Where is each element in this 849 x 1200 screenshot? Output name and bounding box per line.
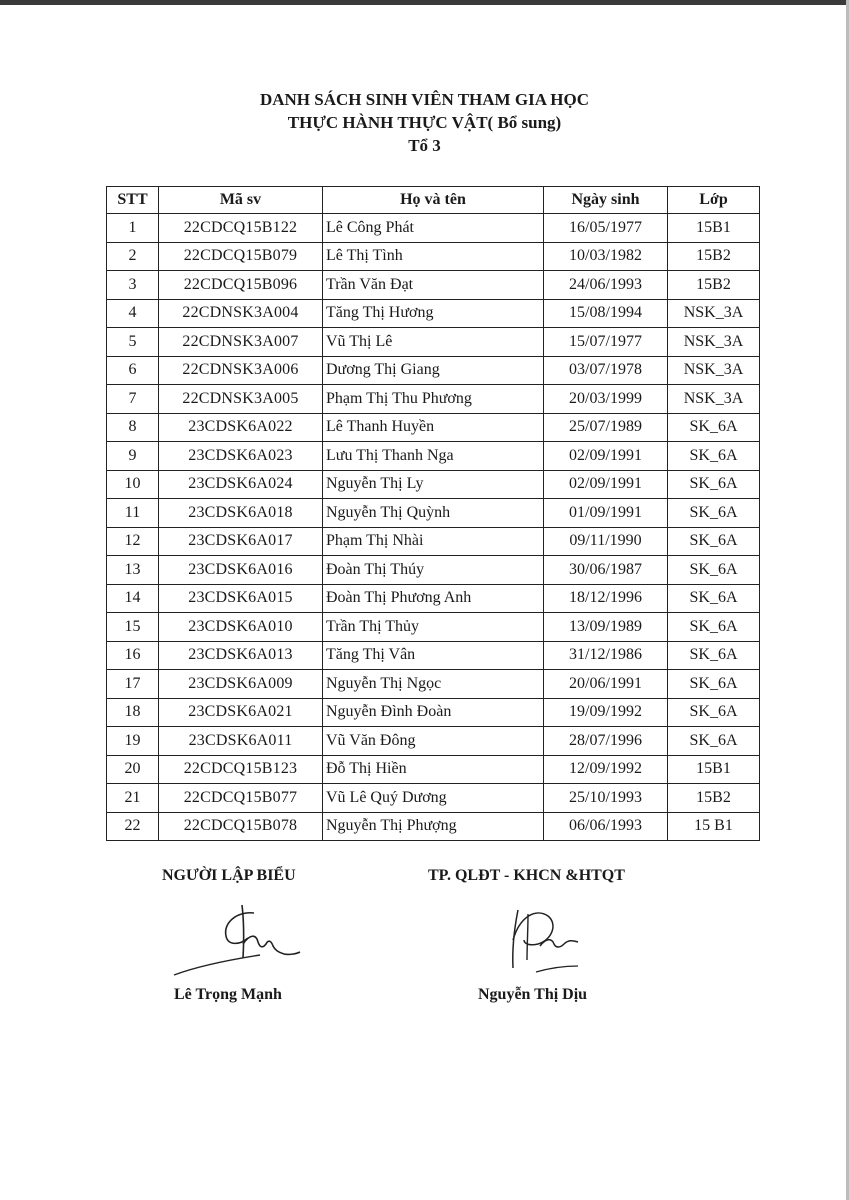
- document-group-label: Tổ 3: [408, 136, 441, 155]
- cell-full-name: Nguyễn Thị Phượng: [323, 812, 544, 841]
- cell-class: SK_6A: [668, 670, 760, 699]
- cell-full-name: Lưu Thị Thanh Nga: [323, 442, 544, 471]
- cell-stt: 21: [107, 784, 159, 813]
- cell-class: NSK_3A: [668, 356, 760, 385]
- table-row: [107, 356, 760, 385]
- cell-birth-date: 13/09/1989: [544, 613, 668, 642]
- cell-birth-date: 31/12/1986: [544, 641, 668, 670]
- cell-stt: 2: [107, 242, 159, 271]
- cell-stt: 6: [107, 356, 159, 385]
- cell-class: NSK_3A: [668, 299, 760, 328]
- cell-full-name: Phạm Thị Nhài: [323, 527, 544, 556]
- table-row: [107, 385, 760, 414]
- cell-class: SK_6A: [668, 556, 760, 585]
- table-row: [107, 442, 760, 471]
- cell-stt: 1: [107, 214, 159, 243]
- cell-class: SK_6A: [668, 727, 760, 756]
- cell-class: SK_6A: [668, 584, 760, 613]
- cell-birth-date: 25/07/1989: [544, 413, 668, 442]
- cell-stt: 3: [107, 271, 159, 300]
- cell-class: NSK_3A: [668, 385, 760, 414]
- cell-student-id: 23CDSK6A015: [159, 584, 323, 613]
- table-row: [107, 584, 760, 613]
- table-row: [107, 413, 760, 442]
- cell-student-id: 22CDNSK3A007: [159, 328, 323, 357]
- header-birth-date: Ngày sinh: [544, 187, 668, 214]
- cell-student-id: 23CDSK6A024: [159, 470, 323, 499]
- cell-birth-date: 06/06/1993: [544, 812, 668, 841]
- cell-birth-date: 15/07/1977: [544, 328, 668, 357]
- table-row: [107, 641, 760, 670]
- cell-full-name: Dương Thị Giang: [323, 356, 544, 385]
- cell-student-id: 23CDSK6A018: [159, 499, 323, 528]
- header-stt: STT: [107, 187, 159, 214]
- cell-student-id: 22CDCQ15B122: [159, 214, 323, 243]
- cell-student-id: 22CDNSK3A004: [159, 299, 323, 328]
- cell-student-id: 22CDCQ15B096: [159, 271, 323, 300]
- cell-birth-date: 20/06/1991: [544, 670, 668, 699]
- cell-student-id: 23CDSK6A013: [159, 641, 323, 670]
- department-head-name: Nguyễn Thị Dịu: [478, 986, 588, 1003]
- table-row: [107, 271, 760, 300]
- cell-class: SK_6A: [668, 527, 760, 556]
- header-class: Lớp: [668, 187, 760, 214]
- cell-birth-date: 20/03/1999: [544, 385, 668, 414]
- table-row: [107, 556, 760, 585]
- cell-full-name: Vũ Thị Lê: [323, 328, 544, 357]
- cell-class: 15B1: [668, 755, 760, 784]
- cell-stt: 5: [107, 328, 159, 357]
- cell-student-id: 23CDSK6A009: [159, 670, 323, 699]
- cell-full-name: Trần Thị Thủy: [323, 613, 544, 642]
- cell-full-name: Trần Văn Đạt: [323, 271, 544, 300]
- cell-birth-date: 24/06/1993: [544, 271, 668, 300]
- document-heading: [0, 88, 849, 157]
- cell-full-name: Đoàn Thị Phương Anh: [323, 584, 544, 613]
- table-row: [107, 242, 760, 271]
- cell-full-name: Nguyễn Đình Đoàn: [323, 698, 544, 727]
- cell-student-id: 22CDCQ15B078: [159, 812, 323, 841]
- cell-full-name: Vũ Lê Quý Dương: [323, 784, 544, 813]
- cell-birth-date: 15/08/1994: [544, 299, 668, 328]
- cell-stt: 9: [107, 442, 159, 471]
- cell-full-name: Nguyễn Thị Quỳnh: [323, 499, 544, 528]
- cell-birth-date: 10/03/1982: [544, 242, 668, 271]
- cell-student-id: 23CDSK6A022: [159, 413, 323, 442]
- table-row: [107, 328, 760, 357]
- student-roster-table: [106, 186, 760, 841]
- cell-stt: 8: [107, 413, 159, 442]
- cell-stt: 16: [107, 641, 159, 670]
- cell-class: SK_6A: [668, 413, 760, 442]
- cell-class: NSK_3A: [668, 328, 760, 357]
- header-student-id: Mã sv: [159, 187, 323, 214]
- header-full-name: Họ và tên: [323, 187, 544, 214]
- table-row: [107, 755, 760, 784]
- preparer-title: NGƯỜI LẬP BIỂU: [162, 867, 296, 884]
- cell-stt: 17: [107, 670, 159, 699]
- table-row: [107, 527, 760, 556]
- cell-stt: 7: [107, 385, 159, 414]
- department-head-title: TP. QLĐT - KHCN &HTQT: [428, 867, 625, 884]
- cell-student-id: 23CDSK6A011: [159, 727, 323, 756]
- preparer-name: Lê Trọng Mạnh: [174, 986, 282, 1003]
- cell-class: 15B2: [668, 271, 760, 300]
- cell-class: SK_6A: [668, 641, 760, 670]
- cell-stt: 20: [107, 755, 159, 784]
- cell-birth-date: 02/09/1991: [544, 470, 668, 499]
- cell-student-id: 23CDSK6A016: [159, 556, 323, 585]
- cell-birth-date: 19/09/1992: [544, 698, 668, 727]
- cell-birth-date: 01/09/1991: [544, 499, 668, 528]
- cell-student-id: 23CDSK6A021: [159, 698, 323, 727]
- cell-full-name: Nguyễn Thị Ly: [323, 470, 544, 499]
- cell-full-name: Lê Thị Tình: [323, 242, 544, 271]
- cell-full-name: Nguyễn Thị Ngọc: [323, 670, 544, 699]
- cell-stt: 15: [107, 613, 159, 642]
- cell-full-name: Phạm Thị Thu Phương: [323, 385, 544, 414]
- cell-student-id: 22CDCQ15B123: [159, 755, 323, 784]
- cell-birth-date: 28/07/1996: [544, 727, 668, 756]
- cell-student-id: 22CDCQ15B077: [159, 784, 323, 813]
- cell-class: 15B2: [668, 784, 760, 813]
- cell-birth-date: 02/09/1991: [544, 442, 668, 471]
- cell-stt: 14: [107, 584, 159, 613]
- table-row: [107, 727, 760, 756]
- cell-class: SK_6A: [668, 470, 760, 499]
- cell-student-id: 22CDNSK3A006: [159, 356, 323, 385]
- cell-class: SK_6A: [668, 613, 760, 642]
- table-row: [107, 670, 760, 699]
- cell-student-id: 22CDCQ15B079: [159, 242, 323, 271]
- cell-class: 15 B1: [668, 812, 760, 841]
- cell-stt: 4: [107, 299, 159, 328]
- table-row: [107, 470, 760, 499]
- table-row: [107, 499, 760, 528]
- cell-class: 15B2: [668, 242, 760, 271]
- cell-stt: 18: [107, 698, 159, 727]
- cell-full-name: Đỗ Thị Hiền: [323, 755, 544, 784]
- cell-class: SK_6A: [668, 499, 760, 528]
- cell-class: SK_6A: [668, 698, 760, 727]
- cell-birth-date: 03/07/1978: [544, 356, 668, 385]
- table-row: [107, 299, 760, 328]
- cell-stt: 12: [107, 527, 159, 556]
- cell-birth-date: 12/09/1992: [544, 755, 668, 784]
- cell-birth-date: 09/11/1990: [544, 527, 668, 556]
- cell-birth-date: 30/06/1987: [544, 556, 668, 585]
- table-row: [107, 812, 760, 841]
- cell-full-name: Vũ Văn Đông: [323, 727, 544, 756]
- table-row: [107, 698, 760, 727]
- cell-student-id: 23CDSK6A017: [159, 527, 323, 556]
- document-title-line2: THỰC HÀNH THỰC VẬT( Bổ sung): [287, 113, 562, 132]
- cell-student-id: 23CDSK6A010: [159, 613, 323, 642]
- cell-birth-date: 16/05/1977: [544, 214, 668, 243]
- cell-full-name: Tăng Thị Vân: [323, 641, 544, 670]
- cell-stt: 10: [107, 470, 159, 499]
- department-head-signature: [500, 900, 590, 980]
- cell-full-name: Tăng Thị Hương: [323, 299, 544, 328]
- cell-full-name: Đoàn Thị Thúy: [323, 556, 544, 585]
- cell-student-id: 23CDSK6A023: [159, 442, 323, 471]
- cell-stt: 13: [107, 556, 159, 585]
- scan-border-top: [0, 0, 849, 5]
- cell-birth-date: 18/12/1996: [544, 584, 668, 613]
- cell-full-name: Lê Thanh Huyền: [323, 413, 544, 442]
- table-header-row: [107, 187, 760, 214]
- table-row: [107, 613, 760, 642]
- cell-student-id: 22CDNSK3A005: [159, 385, 323, 414]
- cell-stt: 11: [107, 499, 159, 528]
- table-row: [107, 784, 760, 813]
- table-body: [107, 214, 760, 841]
- cell-class: 15B1: [668, 214, 760, 243]
- cell-birth-date: 25/10/1993: [544, 784, 668, 813]
- cell-stt: 22: [107, 812, 159, 841]
- cell-stt: 19: [107, 727, 159, 756]
- preparer-signature: [168, 900, 318, 980]
- document-title-line1: DANH SÁCH SINH VIÊN THAM GIA HỌC: [259, 90, 590, 109]
- cell-class: SK_6A: [668, 442, 760, 471]
- cell-full-name: Lê Công Phát: [323, 214, 544, 243]
- table-row: [107, 214, 760, 243]
